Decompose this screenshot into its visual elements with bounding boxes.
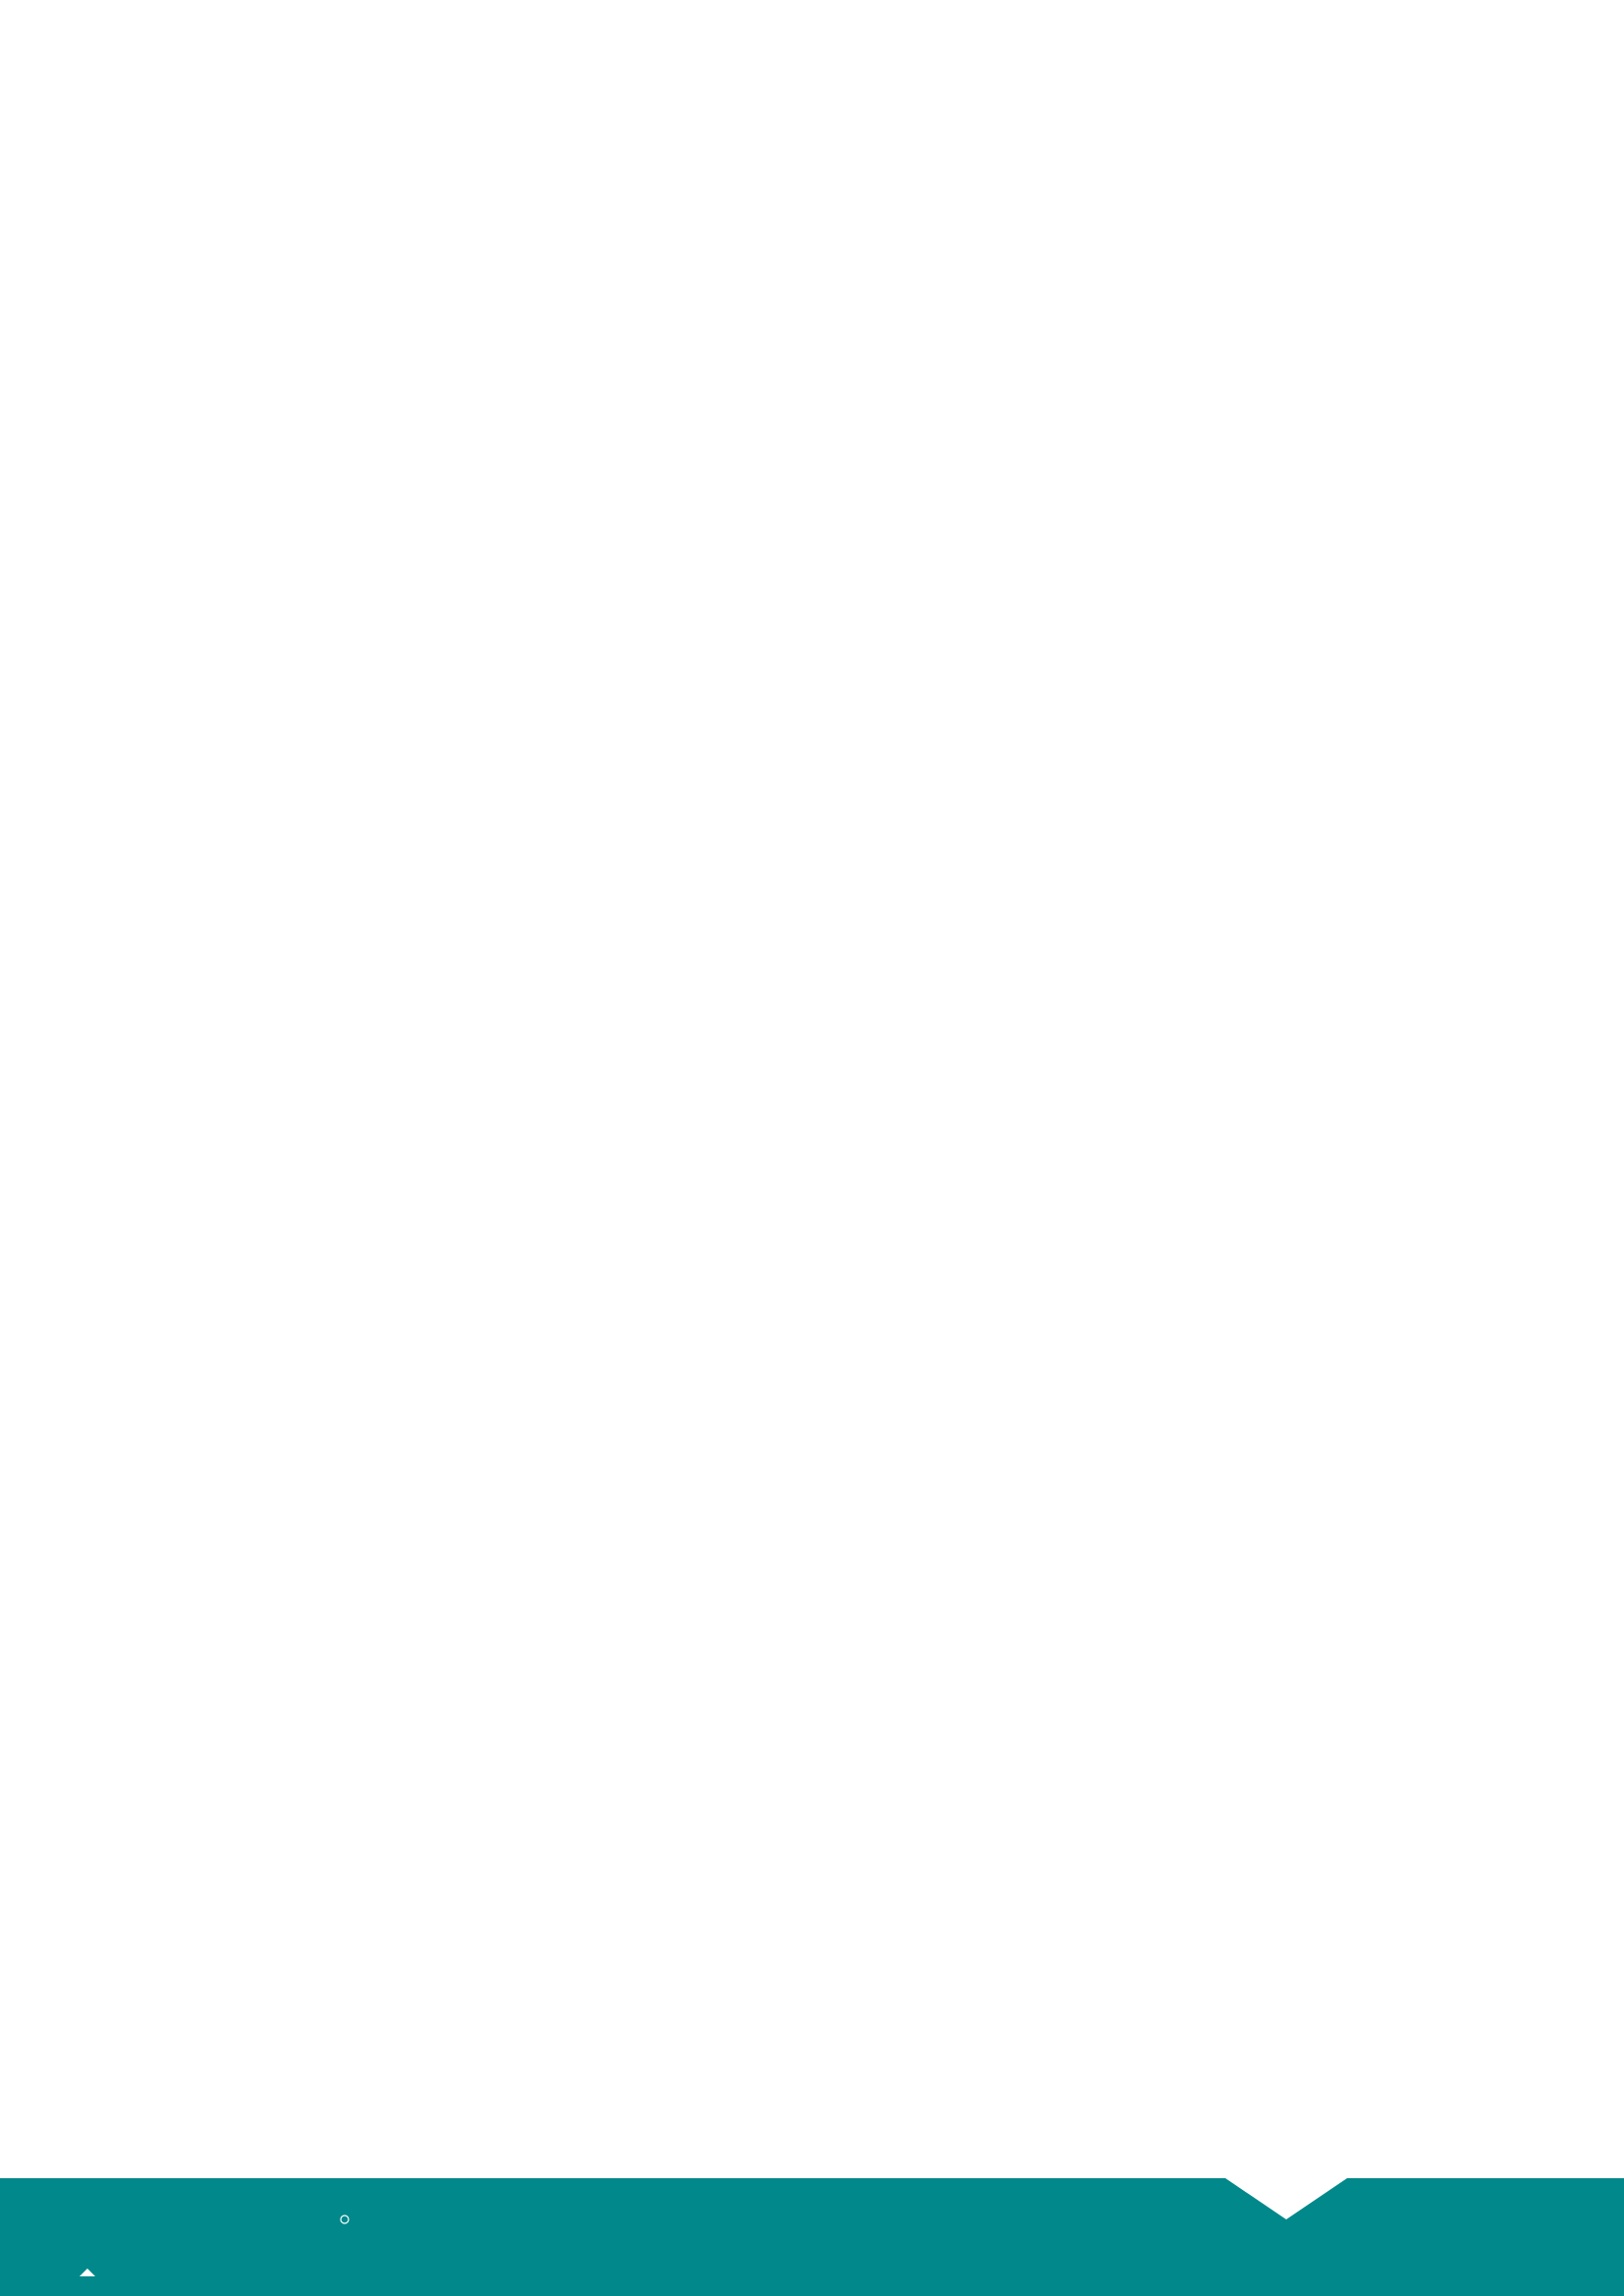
tagline-arrow-icon [80, 2269, 95, 2276]
moxa-logo-mark [76, 2214, 351, 2257]
logo-tagline [77, 2264, 98, 2280]
page-footer [0, 2178, 1624, 2296]
moxa-logo [76, 2214, 351, 2287]
footer-notch [1225, 2178, 1347, 2219]
